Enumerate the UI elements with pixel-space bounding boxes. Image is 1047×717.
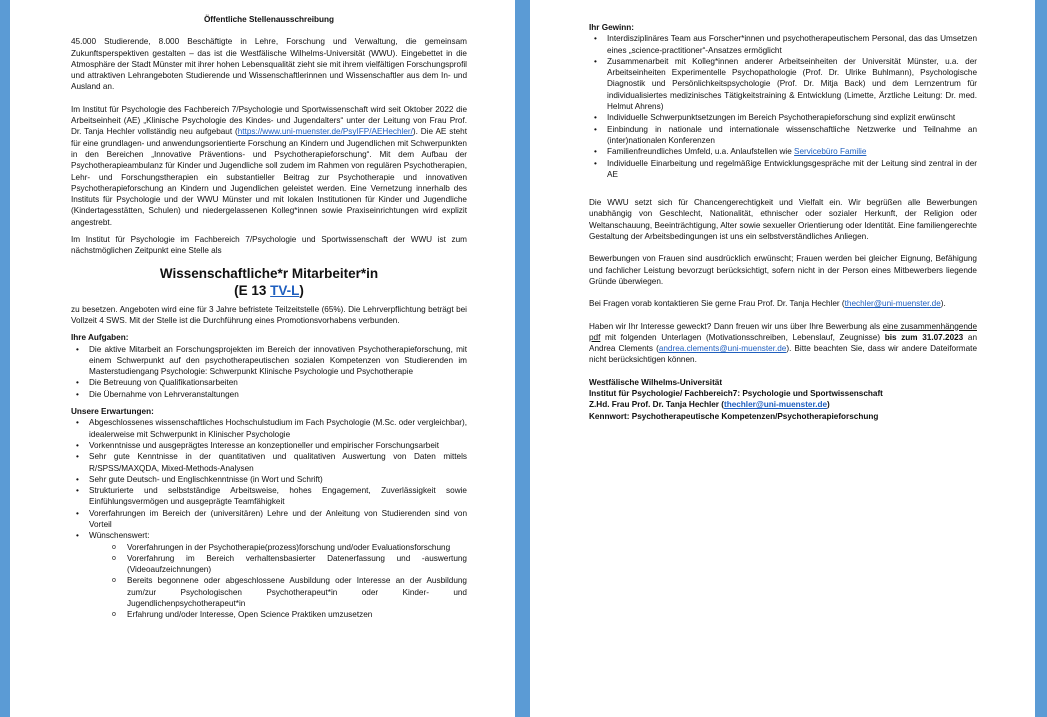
- expectations-list: [71, 417, 467, 541]
- contact-keyword: Kennwort: Psychotherapeutische Kompetenzen/Psychotherapieforschung: [589, 411, 879, 421]
- apply-deadline: bis zum 31.07.2023: [884, 332, 964, 342]
- list-item: • Individuelle Schwerpunktsetzungen im Bereich Psychotherapieforschung sind explizit erwünscht: [607, 112, 977, 123]
- institute-paragraph: [71, 104, 467, 228]
- contact-block: [589, 377, 977, 422]
- list-item: • Interdisziplinäres Team aus Forscher*innen und psychotherapeutischem Personal, das das Umsetzen eines „science-practitioner“-Ansatzes ermöglicht: [607, 33, 977, 56]
- contact-institute: Institut für Psychologie/ Fachbereich7: Psychologie und Sportwissenschaft: [589, 389, 883, 399]
- grade-suffix: ): [299, 282, 304, 298]
- list-item: • Die Betreuung von Qualifikationsarbeiten: [89, 377, 467, 388]
- job-title: Wissenschaftliche*r Mitarbeiter*in: [159, 265, 379, 281]
- list-item: • Einbindung in nationale und internationale wissenschaftliche Netzwerke und Teilnahme an (inter)nationalen Konferenzen: [607, 124, 977, 147]
- clements-email-link[interactable]: andrea.clements@uni-muenster.de: [658, 344, 787, 354]
- list-item: • Abgeschlossenes wissenschaftliches Hochschulstudium im Fach Psychologie (M.Sc. oder vergleichbar), idealerweise mit Schwerpunkt in Klinischer Psychologie: [89, 417, 467, 440]
- grade-prefix: (E 13: [234, 282, 271, 298]
- apply-text-3: an Andrea Clements (: [589, 332, 978, 354]
- questions-text: Bei Fragen vorab kontaktieren Sie gerne Frau Prof. Dr. Tanja Hechler (: [589, 299, 845, 309]
- institute-link[interactable]: https://www.uni-muenster.de/PsyIFP/AEHechler/: [237, 127, 413, 137]
- tasks-heading: Ihre Aufgaben:: [71, 333, 129, 343]
- application-paragraph: [589, 321, 977, 366]
- questions-paragraph: [589, 298, 977, 309]
- list-item: o Vorerfahrungen in der Psychotherapie(prozess)forschung und/oder Evaluationsforschung: [127, 542, 467, 553]
- contact-person-text: Z.Hd. Frau Prof. Dr. Tanja Hechler (: [589, 400, 724, 410]
- list-item: • Sehr gute Kenntnisse in der quantitativen und qualitativen Auswertung von Daten mittels R/SPSS/MAXQDA, Mixed-Methods-Analysen: [89, 451, 467, 474]
- list-item: • Individuelle Einarbeitung und regelmäßige Entwicklungsgespräche mit der Leitung sind zentral in der AE: [607, 158, 977, 181]
- women-paragraph: Bewerbungen von Frauen sind ausdrücklich erwünscht; Frauen werden bei gleicher Eignung, Befähigung und fachlicher Leistung bevorzugt berücksichtigt, sofern nicht in der Person eines Mitbewerbers liegende Gründe überwiegen.: [589, 254, 977, 286]
- apply-pdf-text: eine zusammenhängende pdf: [589, 321, 977, 342]
- job-grade: [71, 282, 467, 299]
- offer-paragraph: zu besetzen. Angeboten wird eine für 3 Jahre befristete Teilzeitstelle (65%). Die Lehrverpflichtung beträgt bei Vollzeit 4 SWS. Mit der Stelle ist die Durchführung eines Promotionsvorhabens verbunden.: [71, 304, 467, 325]
- contact-person-end: ): [827, 400, 830, 410]
- equality-paragraph: Die WWU setzt sich für Chancengerechtigkeit und Vielfalt ein. Wir begrüßen alle Bewerbungen unabhängig von Geschlecht, Nationalität, ethnischer oder sozialer Herkunft, der Religion oder Weltanschauung, Beeinträchtigung, Alter sowie sexueller Orientierung oder Identität. Eine familiengerechte Gestaltung der Arbeitsbedingungen ist uns ein selbstverständliches Anliegen.: [589, 198, 977, 242]
- apply-text-1: Haben wir Ihr Interesse geweckt? Dann freuen wir uns über Ihre Bewerbung als: [589, 321, 883, 331]
- list-item: • Zusammenarbeit mit Kolleg*innen anderer Arbeitseinheiten der Universität Münster, u.a. der Arbeitseinheiten Experimentelle Psychopathologie (Prof. Dr. Ulrike Buhlmann), Psychologische Diagnostik und Persönlichkeitspsychologie (Prof. Dr. Mitja Back) und dem Lernzentrum für individualisiertes medizinisches Tätigkeitstraining & Entwicklung (Limette, Ärztliche Leitung: Dr. med. Helmut Ahrens): [607, 56, 977, 112]
- document-page-right: [530, 0, 1035, 717]
- servicebuero-link[interactable]: Servicebüro Familie: [794, 147, 867, 157]
- contact-person: [589, 399, 977, 410]
- tvl-link[interactable]: TV-L: [270, 282, 300, 298]
- list-item: • Vorerfahrungen im Bereich der (universitären) Lehre und der Anleitung von Studierenden sind von Vorteil: [89, 508, 467, 531]
- list-item: • Strukturierte und selbstständige Arbeitsweise, hohes Engagement, Zuverlässigkeit sowie Einfühlungsvermögen und ausgeprägte Teamfähigkeit: [89, 485, 467, 508]
- list-item: o Vorerfahrung im Bereich verhaltensbasierter Datenerfassung und -auswertung (Videoaufzeichnungen): [127, 553, 467, 576]
- apply-text-4: ). Bitte beachten Sie, dass wir andere Dateiformate nicht berücksichtigen können.: [589, 344, 977, 365]
- hechler-email-link[interactable]: thechler@uni-muenster.de: [844, 299, 941, 309]
- contact-university: Westfälische Wilhelms-Universität: [589, 377, 723, 387]
- apply-text-2: mit folgenden Unterlagen (Motivationsschreiben, Lebenslauf, Zeugnisse): [600, 332, 885, 342]
- list-item: o Bereits begonnene oder abgeschlossene Ausbildung oder Interesse an der Ausbildung zum/zur Psychologischen Psychotherapeut*in oder Kinder- und Jugendlichenpsychotherapeut*in: [127, 575, 467, 609]
- list-item: • Sehr gute Deutsch- und Englischkenntnisse (in Wort und Schrift): [89, 474, 467, 485]
- intro-paragraph: 45.000 Studierende, 8.000 Beschäftigte in Lehre, Forschung und Verwaltung, die gemeinsam Zukunftsperspektiven gestalten – das ist die Westfälische Wilhelms-Universität (WWU). Eingebettet in die Atmosphäre der Stadt Münster mit ihrer hohen Lebensqualität zieht sie mit ihrem vielfältigen Forschungsprofil und attraktiven Lehrangeboten Studierende und Wissenschaftlerinnen und Wissenschaftler aus dem In- und Ausland an.: [71, 37, 467, 92]
- contact-email-link[interactable]: thechler@uni-muenster.de: [723, 400, 828, 410]
- benefits-heading: Ihr Gewinn:: [589, 23, 635, 32]
- institute-text-start: Im Institut für Psychologie des Fachbereich 7/Psychologie und Sportwissenschaft wird seit Oktober 2022 die Arbeitseinheit (AE) „Klinische Psychologie des Kindes- und Jugendalters“ unter der Leitung von Frau Prof. Dr. Tanja Hechler vollständig neu aufgebaut (: [71, 104, 467, 137]
- list-item: • Vorkenntnisse und ausgeprägtes Interesse an konzeptioneller und empirischer Forschungsarbeit: [89, 440, 467, 451]
- questions-end: ).: [940, 299, 946, 309]
- wishes-list: [71, 542, 467, 621]
- benefits-list: [589, 33, 977, 180]
- list-item: • Die aktive Mitarbeit an Forschungsprojekten im Bereich der innovativen Psychotherapieforschung, mit einem Schwerpunkt auf den psychotherapeutischen sozialen Kompetenzen von Studierenden im Masterstudiengang Psychologie: Schwerpunkt Klinische Psychologie und Psychotherapie: [89, 344, 467, 378]
- list-item: • Die Übernahme von Lehrveranstaltungen: [89, 389, 467, 400]
- family-text: Familienfreundliches Umfeld, u.a. Anlaufstellen wie: [607, 147, 795, 157]
- tasks-list: [71, 344, 467, 400]
- expectations-heading: Unsere Erwartungen:: [71, 407, 154, 417]
- list-item: o Erfahrung und/oder Interesse, Open Science Praktiken umzusetzen: [127, 609, 467, 620]
- list-item: • Wünschenswert:: [89, 530, 467, 541]
- list-item: [607, 146, 977, 157]
- document-page-left: [10, 0, 515, 717]
- position-intro-paragraph: Im Institut für Psychologie im Fachbereich 7/Psychologie und Sportwissenschaft der WWU ist zum nächstmöglichen Zeitpunkt eine Stelle als: [71, 235, 467, 256]
- announcement-title: Öffentliche Stellenausschreibung: [203, 15, 335, 24]
- institute-text-rest: ). Die AE steht für eine grundlagen- und anwendungsorientierte Forschung an Kindern und Jugendlichen mit Schwerpunkten in den Bereichen „Innovative Präventions- und Psychotherapieforschung“. Mit dem Aufbau der Psychotherapieambulanz für Kinder und Jugendliche soll zudem im Rahmen von regulären Psychotherapien, Lehr- und Forschungstherapien ein substantieller Beitrag zur Psychotherapie und innovativen Psychotherapieforschung an Kindern und Jugendlichen geleistet werden. Eine Vernetzung innerhalb des Instituts für Psychologie und der WWU Münster und mit lokalen Institutionen für Kinder und Jugendliche (Kindertagesstätten, Schulen) und niedergelassenen Kolleg*innen sowie Praxiseinrichtungen wird explizit angestrebt.: [71, 127, 467, 227]
